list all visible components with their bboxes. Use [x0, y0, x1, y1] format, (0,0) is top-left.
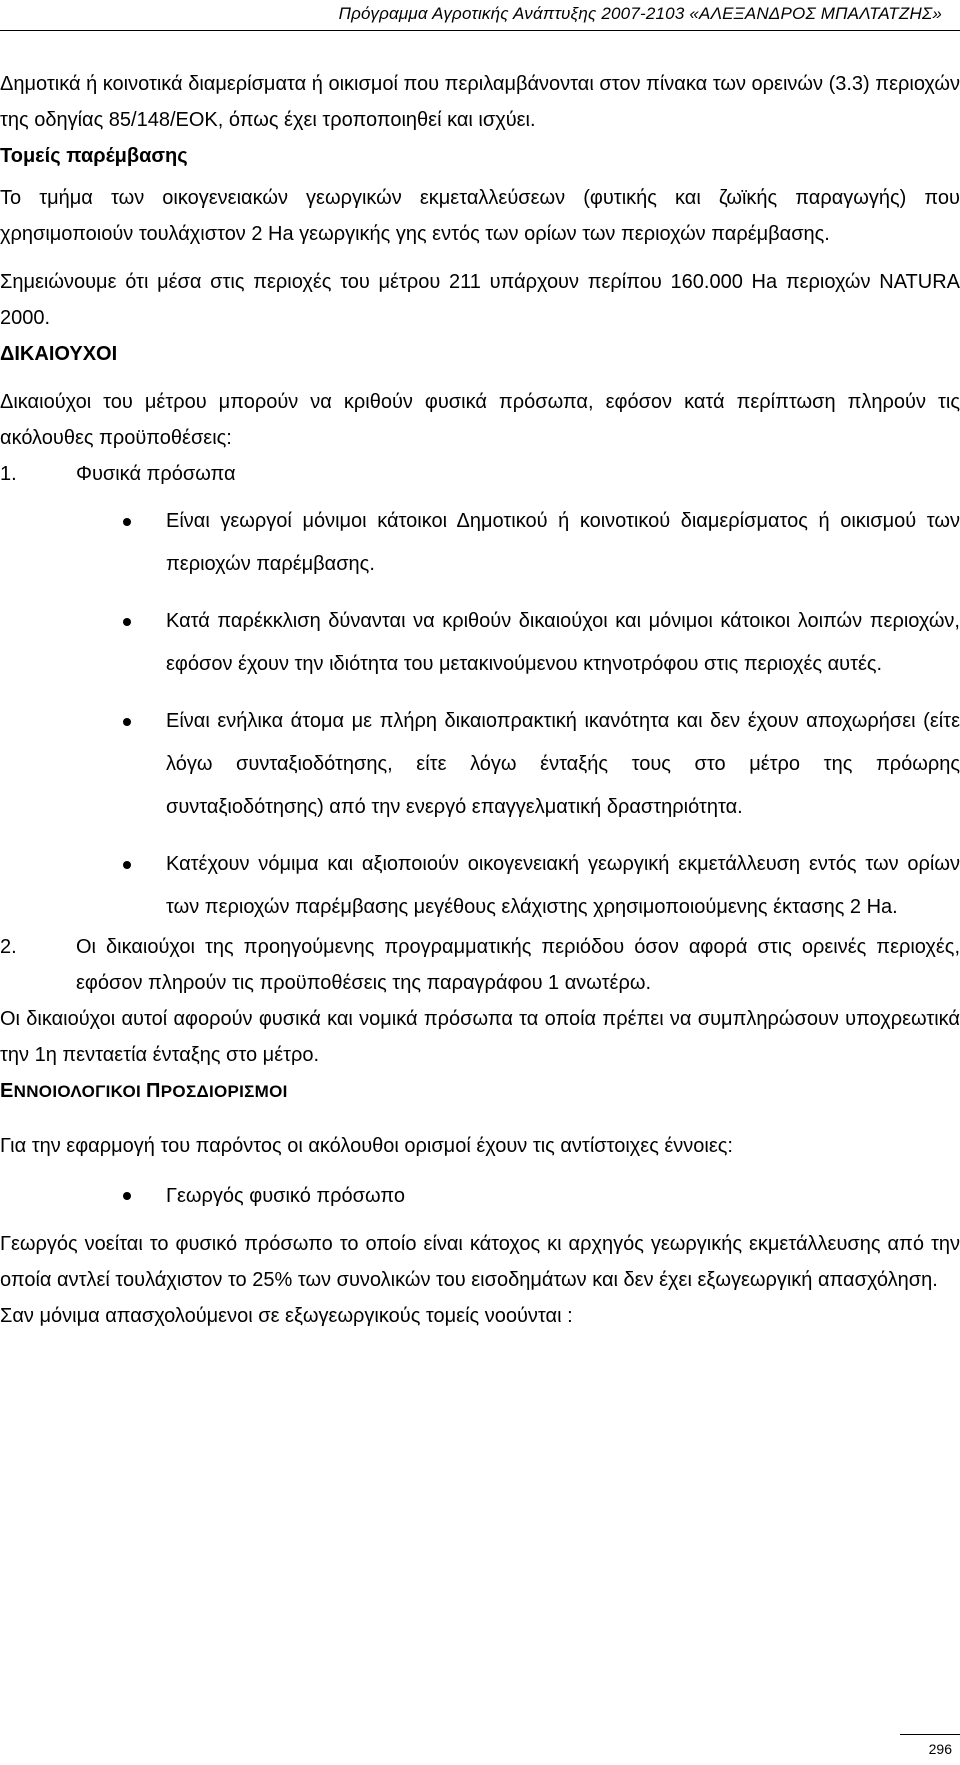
paragraph-non-farm-employed: Σαν μόνιμα απασχολούμενοι σε εξωγεωργικούς τομείς νοούνται :	[0, 1305, 573, 1327]
list-item	[0, 1178, 960, 1214]
header-rule	[0, 30, 960, 31]
paragraph-farmer-definition: Γεωργός νοείται το φυσικό πρόσωπο το οποίο είναι κάτοχος κι αρχηγός γεωργικής εκμετάλλευσης από την οποία αντλεί τουλάχιστον το 25% των συνολικών του εισοδημάτων και δεν έχει εξωγεωργική απασχόληση.	[0, 1233, 960, 1291]
bullet-icon	[123, 618, 131, 626]
bullet-icon	[123, 1192, 131, 1200]
page-number: 296	[928, 1741, 952, 1757]
list-item	[0, 843, 960, 929]
item-text: Οι δικαιούχοι της προηγούμενης προγραμματικής περιόδου όσον αφορά στις ορεινές περιοχές, εφόσον πληρούν τις προϋποθέσεις της παραγράφου 1 ανωτέρω.	[76, 936, 960, 994]
running-header: Πρόγραμμα Αγροτικής Ανάπτυξης 2007-2103 «ΑΛΕΞΑΝΔΡΟΣ ΜΠΑΛΤΑΤΖΗΣ»	[338, 4, 942, 23]
paragraph-previous-period-beneficiaries: Οι δικαιούχοι αυτοί αφορούν φυσικά και νομικά πρόσωπα τα οποία πρέπει να συμπληρώσουν υποχρεωτικά την 1η πενταετία ένταξης στο μέτρο.	[0, 1008, 960, 1066]
list-item-text: Κατά παρέκκλιση δύνανται να κριθούν δικαιούχοι και μόνιμοι κάτοικοι λοιπών περιοχών, εφόσον έχουν την ιδιότητα του μετακινούμενου κτηνοτρόφου στις περιοχές αυτές.	[166, 610, 960, 675]
numbered-item-2	[0, 929, 960, 1001]
item-number: 1.	[0, 463, 17, 485]
heading-beneficiaries: ΔΙΚΑΙΟΥΧΟΙ	[0, 343, 118, 365]
list-item	[0, 600, 960, 686]
list-item-text: Είναι ενήλικα άτομα με πλήρη δικαιοπρακτική ικανότητα και δεν έχουν αποχωρήσει (είτε λόγω συνταξιοδότησης, είτε λόγω ένταξής τους στο μέτρο της πρόωρης συνταξιοδότησης) από την ενεργό επαγγελματική δραστηριότητα.	[166, 710, 960, 818]
numbered-item-1	[0, 456, 960, 492]
heading-definitions: ΕΝΝΟΙΟΛΟΓΙΚΟΙ ΠΡΟΣΔΙΟΡΙΣΜΟΙ	[0, 1080, 288, 1102]
heading-intervention-sectors: Τομείς παρέμβασης	[0, 145, 188, 167]
paragraph-intervention-sectors: Το τμήμα των οικογενειακών γεωργικών εκμεταλλεύσεων (φυτικής και ζωϊκής παραγωγής) που χρησιμοποιούν τουλάχιστον 2 Ha γεωργικής γης εντός των ορίων των περιοχών παρέμβασης.	[0, 187, 960, 245]
page-number-rule	[900, 1734, 960, 1735]
paragraph-natura-note: Σημειώνουμε ότι μέσα στις περιοχές του μέτρου 211 υπάρχουν περίπου 160.000 Ha περιοχών NATURA 2000.	[0, 271, 960, 329]
item-title: Φυσικά πρόσωπα	[76, 463, 236, 485]
natural-persons-conditions-list	[0, 500, 960, 929]
list-item-text: Είναι γεωργοί μόνιμοι κάτοικοι Δημοτικού ή κοινοτικού διαμερίσματος ή οικισμού των περιοχών παρέμβασης.	[166, 510, 960, 575]
list-item	[0, 700, 960, 829]
list-item	[0, 500, 960, 586]
bullet-icon	[123, 518, 131, 526]
list-item-text: Γεωργός φυσικό πρόσωπο	[166, 1185, 405, 1207]
paragraph-mountain-areas: Δημοτικά ή κοινοτικά διαμερίσματα ή οικισμοί που περιλαμβάνονται στον πίνακα των ορεινών (3.3) περιοχών της οδηγίας 85/148/ΕΟΚ, όπως έχει τροποποιηθεί και ισχύει.	[0, 73, 960, 131]
bullet-icon	[123, 861, 131, 869]
list-item-text: Κατέχουν νόμιμα και αξιοποιούν οικογενειακή γεωργική εκμετάλλευση εντός των ορίων των περιοχών παρέμβασης μεγέθους ελάχιστης χρησιμοποιούμενης έκτασης 2 Ha.	[166, 853, 960, 918]
page-content	[0, 66, 960, 1334]
paragraph-beneficiaries: Δικαιούχοι του μέτρου μπορούν να κριθούν φυσικά πρόσωπα, εφόσον κατά περίπτωση πληρούν τις ακόλουθες προϋποθέσεις:	[0, 391, 960, 449]
item-number: 2.	[0, 936, 17, 958]
bullet-icon	[123, 718, 131, 726]
paragraph-definitions-intro: Για την εφαρμογή του παρόντος οι ακόλουθοι ορισμοί έχουν τις αντίστοιχες έννοιες:	[0, 1135, 733, 1157]
